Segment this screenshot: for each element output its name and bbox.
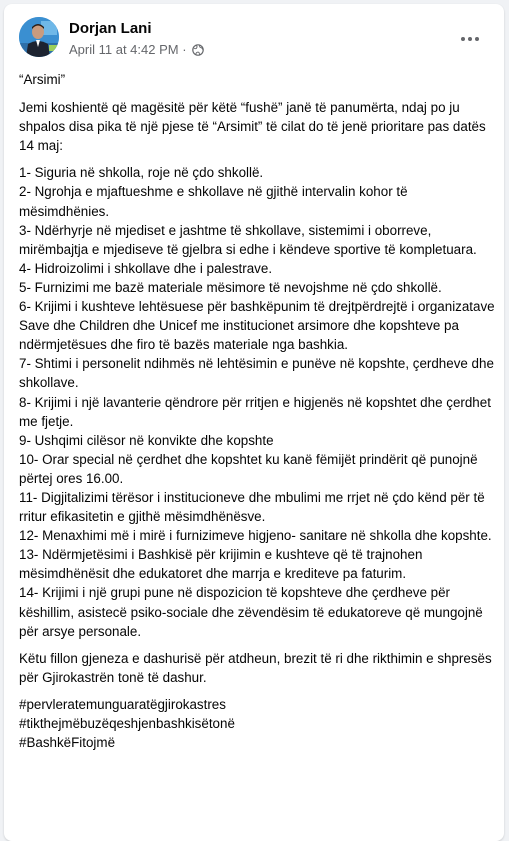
post-intro: Jemi koshientë që magësitë për këtë “fushë” janë të panumërta, ndaj po ju shpalos disa pika të një pjese të “Arsimit” të cilat do të jenë prioritare pas datës 14 maj:: [19, 100, 486, 154]
list-item: 1- Siguria në shkolla, roje në çdo shkollë.: [19, 165, 264, 181]
points-list: [19, 163, 497, 640]
hashtag-link[interactable]: #pervleratemunguaratëgjirokastres: [19, 696, 226, 712]
meta-separator: ·: [178, 42, 191, 57]
author-avatar[interactable]: [19, 17, 59, 57]
post-meta: [69, 42, 204, 59]
spacer: [19, 155, 497, 163]
author-name[interactable]: Dorjan Lani: [69, 20, 152, 37]
list-item: 12- Menaxhimi më i mirë i furnizimeve higjeno- sanitare në shkolla dhe kopshte.: [19, 528, 492, 544]
spacer: [19, 687, 497, 695]
list-item: 3- Ndërhyrje në mjediset e jashtme të shkollave, sistemimi i oborreve, mirëmbajtja e mjediseve të gjelbra si edhe i këndeve sportive të kompletuara.: [19, 222, 477, 257]
dot-icon: [475, 37, 479, 41]
list-item: 10- Orar special në çerdhet dhe kopshtet ku kanë fëmijët prindërit që punojnë përtej ores 16.00.: [19, 451, 478, 486]
list-item: 5- Furnizimi me bazë materiale mësimore të nevojshme në çdo shkollë.: [19, 279, 442, 295]
post-title: “Arsimi”: [19, 72, 66, 87]
hashtag-link[interactable]: #BashkëFitojmë: [19, 735, 116, 751]
list-item: 14- Krijimi i një grupi pune në dispozicion të kopshteve dhe çerdheve për këshillim, asistecë psiko-sociale dhe zëvendësim të edukatoreve që mungojnë për arsye personale.: [19, 585, 483, 639]
dot-icon: [468, 37, 472, 41]
globe-icon[interactable]: [192, 44, 204, 59]
spacer: [19, 641, 497, 649]
post-body: [19, 70, 497, 752]
spacer: [19, 89, 497, 98]
list-item: 2- Ngrohja e mjaftueshme e shkollave në gjithë intervalin kohor të mësimdhënies.: [19, 184, 408, 219]
hashtag-list: [19, 695, 497, 752]
avatar-image: [19, 17, 59, 57]
post-date[interactable]: April 11 at 4:42 PM: [69, 42, 179, 57]
dot-icon: [461, 37, 465, 41]
list-item: 13- Ndërmjetësimi i Bashkisë për krijimin e kushteve që të trajnohen mësimdhënësit dhe edukatoret dhe marrja e krediteve pa faturim.: [19, 547, 423, 582]
list-item: 4- Hidroizolimi i shkollave dhe i palestrave.: [19, 260, 273, 276]
list-item: 11- Digjitalizimi tërësor i institucioneve dhe mbulimi me rrjet në çdo kënd për të rritur efikasitetin e gjithë mësimdhënësve.: [19, 489, 485, 525]
post-closing: Këtu fillon gjeneza e dashurisë për atdheun, brezit të ri dhe rikthimin e shpresës për Gjirokastrën tonë të dashur.: [19, 650, 492, 685]
list-item: 8- Krijimi i një lavanterie qëndrore për rritjen e higjenës në kopshtet dhe çerdhet me fjetje.: [19, 394, 491, 429]
more-options-button[interactable]: [454, 23, 486, 55]
list-item: 7- Shtimi i personelit ndihmës në lehtësimin e punëve në kopshte, çerdheve dhe shkollave.: [19, 356, 494, 391]
list-item: 9- Ushqimi cilësor në konvikte dhe kopshte: [19, 432, 274, 448]
post-card: [4, 4, 504, 841]
list-item: 6- Krijimi i kushteve lehtësuese për bashkëpunim të drejtpërdrejtë i organizatave Save dhe Children dhe Unicef me institucionet arsimore dhe kopshteve pa ndërmjetësues dhe firo të bazës materiale nga bashkia.: [19, 299, 495, 353]
hashtag-link[interactable]: #tikthejmëbuzëqeshjenbashkisëtonë: [19, 716, 235, 731]
post-header: [19, 17, 494, 61]
